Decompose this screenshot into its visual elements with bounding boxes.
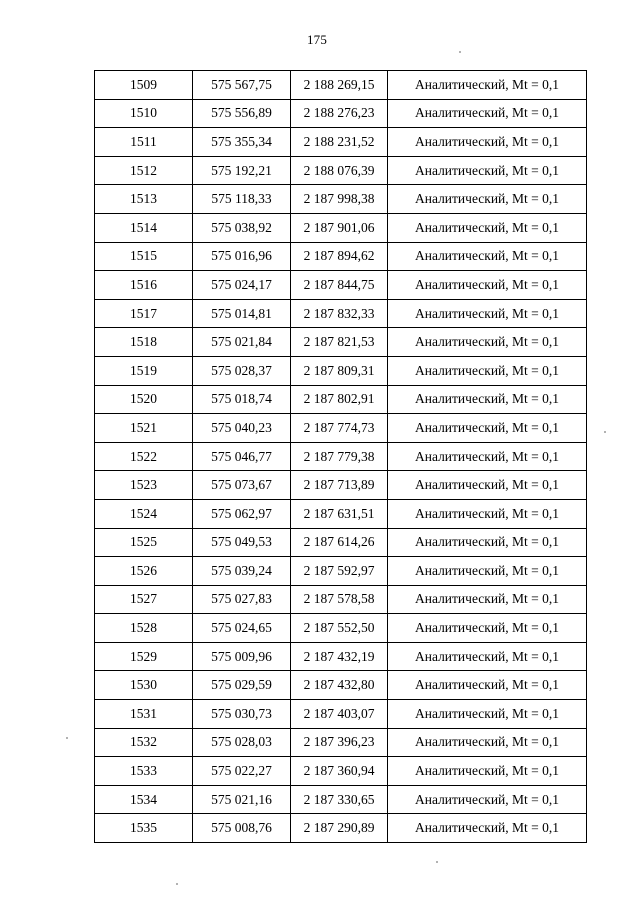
x-coordinate-cell: 575 355,34 [193, 128, 291, 157]
coordinates-table [94, 70, 587, 843]
y-coordinate-cell: 2 187 330,65 [291, 785, 388, 814]
method-cell: Аналитический, Mt = 0,1 [388, 585, 587, 614]
table-row [95, 128, 587, 157]
point-number-cell: 1517 [95, 299, 193, 328]
y-coordinate-cell: 2 187 713,89 [291, 471, 388, 500]
table-row [95, 99, 587, 128]
x-coordinate-cell: 575 040,23 [193, 414, 291, 443]
page-number: 175 [306, 32, 328, 47]
scan-speck [66, 737, 68, 739]
point-number-cell: 1527 [95, 585, 193, 614]
table-row [95, 242, 587, 271]
method-cell: Аналитический, Mt = 0,1 [388, 499, 587, 528]
table-row [95, 442, 587, 471]
y-coordinate-cell: 2 188 231,52 [291, 128, 388, 157]
table-row [95, 156, 587, 185]
x-coordinate-cell: 575 021,16 [193, 785, 291, 814]
point-number-cell: 1524 [95, 499, 193, 528]
point-number-cell: 1532 [95, 728, 193, 757]
point-number-cell: 1513 [95, 185, 193, 214]
scan-speck [436, 861, 438, 863]
scan-speck [459, 51, 461, 53]
y-coordinate-cell: 2 187 396,23 [291, 728, 388, 757]
y-coordinate-cell: 2 187 578,58 [291, 585, 388, 614]
method-cell: Аналитический, Mt = 0,1 [388, 642, 587, 671]
method-cell: Аналитический, Mt = 0,1 [388, 671, 587, 700]
table-row [95, 785, 587, 814]
x-coordinate-cell: 575 028,37 [193, 356, 291, 385]
method-cell: Аналитический, Mt = 0,1 [388, 328, 587, 357]
point-number-cell: 1523 [95, 471, 193, 500]
point-number-cell: 1526 [95, 557, 193, 586]
table-row [95, 356, 587, 385]
table-row [95, 528, 587, 557]
x-coordinate-cell: 575 039,24 [193, 557, 291, 586]
y-coordinate-cell: 2 187 894,62 [291, 242, 388, 271]
x-coordinate-cell: 575 046,77 [193, 442, 291, 471]
y-coordinate-cell: 2 187 592,97 [291, 557, 388, 586]
point-number-cell: 1534 [95, 785, 193, 814]
y-coordinate-cell: 2 187 631,51 [291, 499, 388, 528]
y-coordinate-cell: 2 187 809,31 [291, 356, 388, 385]
table-row [95, 185, 587, 214]
method-cell: Аналитический, Mt = 0,1 [388, 385, 587, 414]
y-coordinate-cell: 2 187 403,07 [291, 700, 388, 729]
x-coordinate-cell: 575 029,59 [193, 671, 291, 700]
x-coordinate-cell: 575 049,53 [193, 528, 291, 557]
y-coordinate-cell: 2 188 269,15 [291, 71, 388, 100]
y-coordinate-cell: 2 188 076,39 [291, 156, 388, 185]
method-cell: Аналитический, Mt = 0,1 [388, 728, 587, 757]
x-coordinate-cell: 575 014,81 [193, 299, 291, 328]
x-coordinate-cell: 575 022,27 [193, 757, 291, 786]
table-row [95, 671, 587, 700]
table-row [95, 471, 587, 500]
method-cell: Аналитический, Mt = 0,1 [388, 442, 587, 471]
x-coordinate-cell: 575 008,76 [193, 814, 291, 843]
x-coordinate-cell: 575 016,96 [193, 242, 291, 271]
method-cell: Аналитический, Mt = 0,1 [388, 185, 587, 214]
table-row [95, 213, 587, 242]
x-coordinate-cell: 575 062,97 [193, 499, 291, 528]
y-coordinate-cell: 2 187 844,75 [291, 271, 388, 300]
x-coordinate-cell: 575 038,92 [193, 213, 291, 242]
x-coordinate-cell: 575 192,21 [193, 156, 291, 185]
y-coordinate-cell: 2 187 432,80 [291, 671, 388, 700]
method-cell: Аналитический, Mt = 0,1 [388, 356, 587, 385]
table-row [95, 700, 587, 729]
table-row [95, 414, 587, 443]
point-number-cell: 1529 [95, 642, 193, 671]
y-coordinate-cell: 2 187 779,38 [291, 442, 388, 471]
point-number-cell: 1518 [95, 328, 193, 357]
method-cell: Аналитический, Mt = 0,1 [388, 128, 587, 157]
point-number-cell: 1535 [95, 814, 193, 843]
method-cell: Аналитический, Mt = 0,1 [388, 528, 587, 557]
table-row [95, 557, 587, 586]
y-coordinate-cell: 2 187 360,94 [291, 757, 388, 786]
point-number-cell: 1520 [95, 385, 193, 414]
x-coordinate-cell: 575 027,83 [193, 585, 291, 614]
y-coordinate-cell: 2 187 901,06 [291, 213, 388, 242]
x-coordinate-cell: 575 028,03 [193, 728, 291, 757]
point-number-cell: 1533 [95, 757, 193, 786]
method-cell: Аналитический, Mt = 0,1 [388, 271, 587, 300]
table-row [95, 71, 587, 100]
y-coordinate-cell: 2 187 552,50 [291, 614, 388, 643]
method-cell: Аналитический, Mt = 0,1 [388, 757, 587, 786]
table-row [95, 499, 587, 528]
method-cell: Аналитический, Mt = 0,1 [388, 99, 587, 128]
table-body [95, 71, 587, 843]
point-number-cell: 1528 [95, 614, 193, 643]
y-coordinate-cell: 2 187 614,26 [291, 528, 388, 557]
point-number-cell: 1531 [95, 700, 193, 729]
point-number-cell: 1511 [95, 128, 193, 157]
x-coordinate-cell: 575 021,84 [193, 328, 291, 357]
point-number-cell: 1521 [95, 414, 193, 443]
table-row [95, 271, 587, 300]
point-number-cell: 1522 [95, 442, 193, 471]
method-cell: Аналитический, Mt = 0,1 [388, 700, 587, 729]
method-cell: Аналитический, Mt = 0,1 [388, 414, 587, 443]
x-coordinate-cell: 575 009,96 [193, 642, 291, 671]
method-cell: Аналитический, Mt = 0,1 [388, 557, 587, 586]
method-cell: Аналитический, Mt = 0,1 [388, 785, 587, 814]
method-cell: Аналитический, Mt = 0,1 [388, 156, 587, 185]
point-number-cell: 1519 [95, 356, 193, 385]
table-row [95, 614, 587, 643]
point-number-cell: 1530 [95, 671, 193, 700]
point-number-cell: 1514 [95, 213, 193, 242]
x-coordinate-cell: 575 567,75 [193, 71, 291, 100]
y-coordinate-cell: 2 187 432,19 [291, 642, 388, 671]
y-coordinate-cell: 2 187 821,53 [291, 328, 388, 357]
x-coordinate-cell: 575 556,89 [193, 99, 291, 128]
scan-speck [604, 431, 606, 433]
y-coordinate-cell: 2 187 774,73 [291, 414, 388, 443]
table-row [95, 299, 587, 328]
x-coordinate-cell: 575 118,33 [193, 185, 291, 214]
x-coordinate-cell: 575 024,65 [193, 614, 291, 643]
point-number-cell: 1516 [95, 271, 193, 300]
method-cell: Аналитический, Mt = 0,1 [388, 614, 587, 643]
table-row [95, 585, 587, 614]
table-row [95, 757, 587, 786]
y-coordinate-cell: 2 187 290,89 [291, 814, 388, 843]
scan-speck [176, 883, 178, 885]
point-number-cell: 1510 [95, 99, 193, 128]
point-number-cell: 1512 [95, 156, 193, 185]
table-row [95, 328, 587, 357]
table-row [95, 814, 587, 843]
table-row [95, 642, 587, 671]
y-coordinate-cell: 2 187 802,91 [291, 385, 388, 414]
x-coordinate-cell: 575 073,67 [193, 471, 291, 500]
method-cell: Аналитический, Mt = 0,1 [388, 71, 587, 100]
table-row [95, 728, 587, 757]
y-coordinate-cell: 2 187 832,33 [291, 299, 388, 328]
method-cell: Аналитический, Mt = 0,1 [388, 814, 587, 843]
method-cell: Аналитический, Mt = 0,1 [388, 242, 587, 271]
method-cell: Аналитический, Mt = 0,1 [388, 299, 587, 328]
x-coordinate-cell: 575 030,73 [193, 700, 291, 729]
table-row [95, 385, 587, 414]
method-cell: Аналитический, Mt = 0,1 [388, 471, 587, 500]
method-cell: Аналитический, Mt = 0,1 [388, 213, 587, 242]
point-number-cell: 1525 [95, 528, 193, 557]
point-number-cell: 1509 [95, 71, 193, 100]
y-coordinate-cell: 2 187 998,38 [291, 185, 388, 214]
x-coordinate-cell: 575 018,74 [193, 385, 291, 414]
x-coordinate-cell: 575 024,17 [193, 271, 291, 300]
y-coordinate-cell: 2 188 276,23 [291, 99, 388, 128]
point-number-cell: 1515 [95, 242, 193, 271]
